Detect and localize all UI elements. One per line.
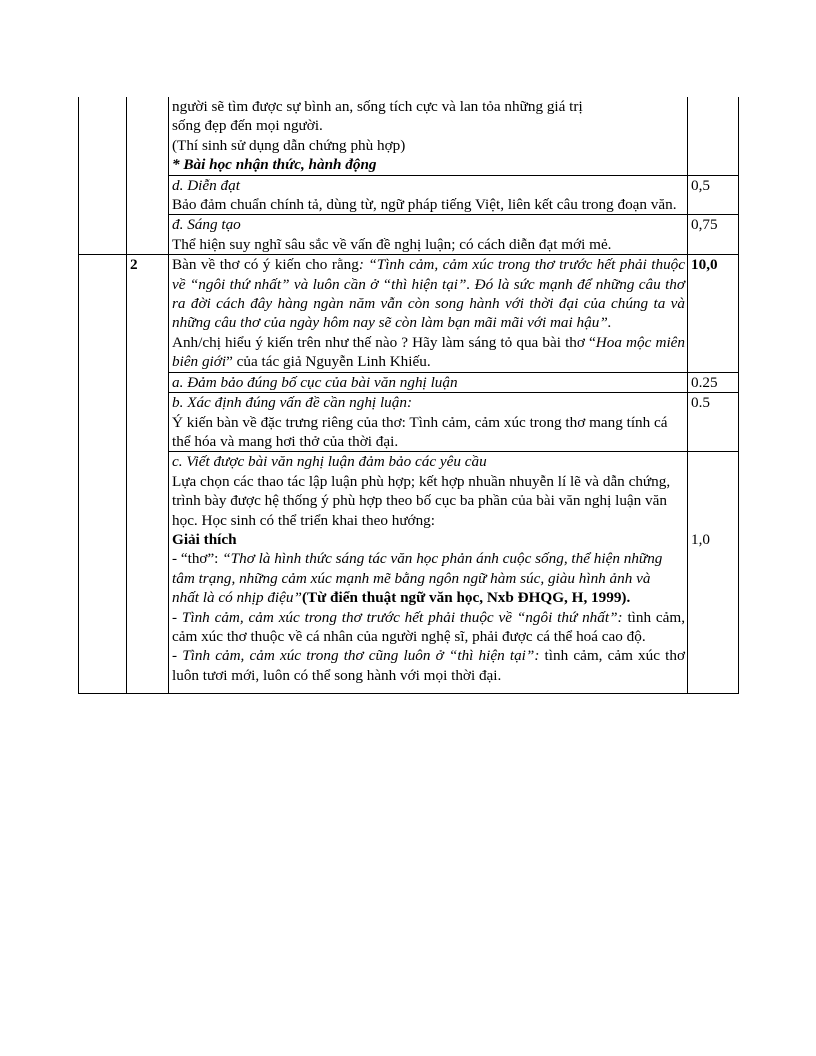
section-cell bbox=[79, 97, 127, 255]
point-2-text: tình cảm, cảm xúc thơ luôn tươi mới, luôn có thể song hành với mọi thời đại. bbox=[172, 647, 685, 684]
definition-prefix: - “thơ”: bbox=[172, 550, 223, 568]
definition-quote-3: nhất là có nhịp điệu” bbox=[172, 589, 302, 607]
text-line: sống đẹp đến mọi người. bbox=[172, 117, 323, 135]
score-spacer bbox=[691, 452, 736, 530]
definition-quote-2: tâm trạng, những cảm xúc mạnh mẽ bằng ngôn ngữ hàm súc, giàu hình ảnh và bbox=[172, 569, 651, 587]
point-1-label: - Tình cảm, cảm xúc trong thơ trước hết phải thuộc về “ngôi thứ nhất”: bbox=[172, 608, 623, 626]
criterion-text: Ý kiến bàn về đặc trưng riêng của thơ: Tình cảm, cảm xúc trong thơ mang tính cá thể hóa và mang hơi thở của thời đại. bbox=[172, 413, 668, 450]
explain-point-2 bbox=[172, 646, 685, 685]
explain-heading: Giải thích bbox=[172, 530, 237, 548]
table-row bbox=[79, 175, 739, 215]
score-cell bbox=[688, 452, 739, 694]
grading-table bbox=[78, 97, 739, 694]
section-cell bbox=[79, 255, 127, 694]
point-2-label: - Tình cảm, cảm xúc trong thơ cũng luôn ở “thì hiện tại”: bbox=[172, 647, 540, 665]
content-cell bbox=[169, 97, 688, 175]
content-cell bbox=[169, 393, 688, 452]
content-cell bbox=[169, 452, 688, 694]
text-line: người sẽ tìm được sự bình an, sống tích cực và lan tỏa những giá trị bbox=[172, 98, 583, 115]
score-cell: 0.25 bbox=[688, 372, 739, 392]
content-cell bbox=[169, 215, 688, 255]
definition-source: (Từ điển thuật ngữ văn học, Nxb ĐHQG, H, 1999). bbox=[301, 589, 631, 607]
question-prompt bbox=[169, 255, 688, 372]
prompt-task: Anh/chị hiểu ý kiến trên như thế nào ? Hãy làm sáng tỏ qua bài thơ “ bbox=[172, 333, 596, 351]
criterion-title: c. Viết được bài văn nghị luận đảm bảo các yêu cầu bbox=[172, 453, 487, 471]
score-cell: 0,5 bbox=[688, 175, 739, 215]
poem-title: Hoa mộc miên biên giới bbox=[172, 333, 685, 371]
question-number: 2 bbox=[127, 255, 169, 694]
table-row bbox=[79, 255, 739, 372]
table-row bbox=[79, 452, 739, 694]
prompt-quote: : “Tình cảm, cảm xúc trong thơ trước hết phải thuộc về “ngôi thứ nhất” và luôn cần ở “thì hiện tại”. Đó là sức mạnh để những câu thơ ra đời cách đây hàng ngàn năm vẫn còn song hành với thời đại của chúng ta và những câu thơ của ngày hôm nay sẽ còn làm bạn mãi mãi với mai hậu”. bbox=[172, 256, 685, 332]
definition-line-3 bbox=[172, 588, 685, 607]
content-cell bbox=[169, 175, 688, 215]
criterion-title: d. Diễn đạt bbox=[172, 176, 240, 194]
criterion-text: Bảo đảm chuẩn chính tả, dùng từ, ngữ pháp tiếng Việt, liên kết câu trong đoạn văn. bbox=[172, 196, 677, 214]
criterion-text: Thể hiện suy nghĩ sâu sắc về vấn đề nghị luận; có cách diễn đạt mới mẻ. bbox=[172, 235, 612, 253]
question-number-cell bbox=[127, 97, 169, 255]
point-1-text: tình cảm, cảm xúc thơ thuộc về cá nhân của người nghệ sĩ, phải được cá thể hoá cao độ. bbox=[172, 608, 686, 645]
content-cell bbox=[169, 372, 688, 392]
table-row bbox=[79, 393, 739, 452]
poetry-definition bbox=[172, 549, 685, 568]
spacer bbox=[172, 685, 685, 693]
prompt-intro: Bàn về thơ có ý kiến cho rằng bbox=[172, 256, 359, 274]
table-row bbox=[79, 372, 739, 392]
table-row bbox=[79, 97, 739, 175]
criterion-title: đ. Sáng tạo bbox=[172, 216, 241, 234]
text-line: (Thí sinh sử dụng dẫn chứng phù hợp) bbox=[172, 136, 406, 154]
prompt-task-end: ” của tác giả Nguyễn Linh Khiếu. bbox=[226, 353, 431, 371]
criterion-title: b. Xác định đúng vấn đề cần nghị luận: bbox=[172, 394, 413, 412]
table-row bbox=[79, 215, 739, 255]
criterion-text: Lựa chọn các thao tác lập luận phù hợp; kết hợp nhuần nhuyễn lí lẽ và dẫn chứng, trình bày được hệ thống ý phù hợp theo bố cục ba phần của bài văn nghị luận văn học. Học sinh có thể triển khai theo hướng: bbox=[172, 472, 671, 529]
definition-quote-1: “Thơ là hình thức sáng tác văn học phản ánh cuộc sống, thể hiện những bbox=[222, 550, 663, 568]
criterion-title: a. Đảm bảo đúng bố cục của bài văn nghị luận bbox=[172, 373, 458, 391]
lesson-heading: * Bài học nhận thức, hành động bbox=[172, 156, 377, 174]
score-cell bbox=[688, 97, 739, 175]
explain-score: 1,0 bbox=[691, 531, 710, 549]
total-score: 10,0 bbox=[688, 255, 739, 372]
explain-point-1 bbox=[172, 608, 685, 647]
score-cell: 0.5 bbox=[688, 393, 739, 452]
score-cell: 0,75 bbox=[688, 215, 739, 255]
